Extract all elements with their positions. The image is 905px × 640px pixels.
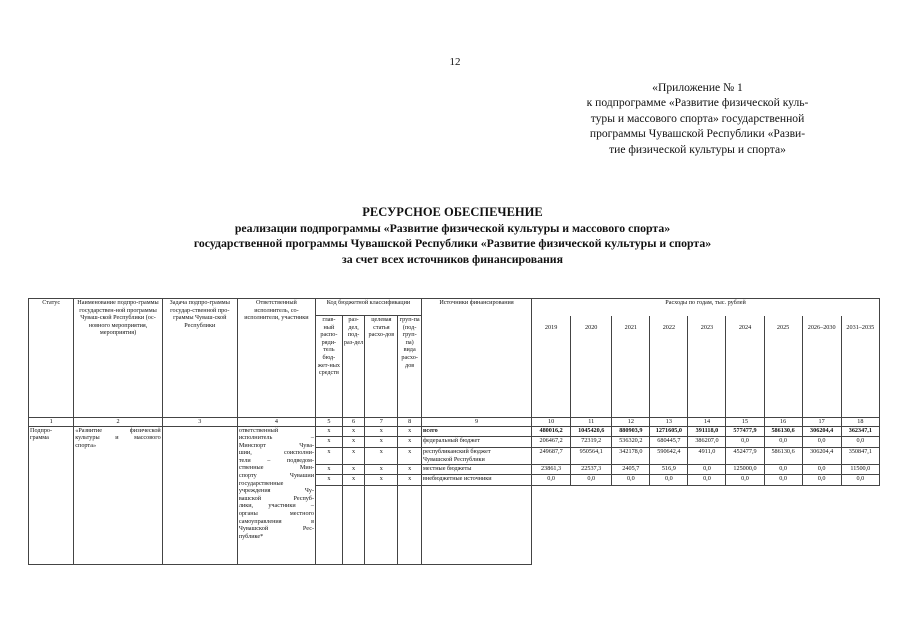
header-code-target: целевая статья расхо-дов — [365, 316, 398, 418]
name-cell-line: спорта» — [75, 441, 97, 449]
document-title — [0, 205, 905, 267]
code-cell: x — [342, 464, 365, 475]
value-cell: 0,0 — [688, 475, 726, 486]
value-cell: 0,0 — [764, 475, 802, 486]
empty-cell — [802, 485, 841, 564]
value-cell: 0,0 — [764, 464, 802, 475]
code-cell: x — [316, 437, 343, 448]
code-cell: x — [398, 426, 422, 437]
value-cell: 342178,0 — [612, 447, 650, 464]
column-number: 3 — [162, 417, 237, 426]
value-cell: 22537,3 — [571, 464, 612, 475]
code-cell: x — [398, 447, 422, 464]
title-line: реализации подпрограммы «Развитие физической культуры и массового спорта» — [234, 220, 671, 235]
executor-cell-line: ственные Мин- — [238, 464, 315, 472]
value-cell: 0,0 — [612, 475, 650, 486]
appendix-line: программы Чувашской Республики «Разви- — [589, 127, 806, 141]
code-cell: x — [365, 437, 398, 448]
code-cell: x — [316, 475, 343, 486]
header-executor: Ответственный исполнитель, со-исполнители, участники — [237, 299, 315, 418]
value-cell: 72319,2 — [571, 437, 612, 448]
code-cell: x — [316, 447, 343, 464]
value-cell: 577477,9 — [726, 426, 764, 437]
empty-cell — [421, 485, 531, 564]
name-cell-line: «Развитие физической — [75, 426, 161, 434]
value-cell: 11500,0 — [841, 464, 879, 475]
header-status: Статус — [29, 299, 74, 418]
header-year: 2024 — [726, 316, 764, 418]
executor-cell — [237, 426, 315, 564]
value-cell: 0,0 — [841, 437, 879, 448]
code-cell: x — [342, 437, 365, 448]
value-cell: 0,0 — [802, 464, 841, 475]
column-number: 17 — [802, 417, 841, 426]
column-number: 7 — [365, 417, 398, 426]
code-cell: x — [316, 426, 343, 437]
header-year: 2021 — [612, 316, 650, 418]
executor-cell-line: учреждения Чу- — [238, 487, 315, 495]
empty-cell — [764, 485, 802, 564]
value-cell: 306204,4 — [802, 447, 841, 464]
code-cell: x — [342, 426, 365, 437]
column-number: 12 — [612, 417, 650, 426]
value-cell: 23861,3 — [532, 464, 571, 475]
value-cell: 0,0 — [764, 437, 802, 448]
executor-cell-line: лики, участники – — [238, 502, 315, 510]
name-cell-line: культуры и массового — [75, 434, 161, 442]
header-code-group: груп-па (под-груп-па) вида расхо-дов — [398, 316, 422, 418]
value-cell: 362347,1 — [841, 426, 879, 437]
header-budget-code: Код бюджетной классификации — [316, 299, 422, 316]
column-number: 2 — [74, 417, 162, 426]
header-year: 2031–2035 — [841, 316, 879, 418]
value-cell: 680445,7 — [650, 437, 688, 448]
status-cell — [29, 426, 74, 564]
value-cell: 480016,2 — [532, 426, 571, 437]
executor-cell-line: самоуправления в — [238, 517, 315, 525]
column-number: 18 — [841, 417, 879, 426]
code-cell: x — [316, 464, 343, 475]
header-task: Задача подпро-граммы государ-ственной про-граммы Чуваш-ской Республики — [162, 299, 237, 418]
source-cell — [421, 426, 531, 437]
value-cell: 0,0 — [532, 475, 571, 486]
column-number: 8 — [398, 417, 422, 426]
header-year: 2025 — [764, 316, 802, 418]
value-cell: 516,9 — [650, 464, 688, 475]
code-cell: x — [365, 447, 398, 464]
status-cell-line: грамма — [30, 434, 49, 442]
column-number: 14 — [688, 417, 726, 426]
empty-cell — [571, 485, 612, 564]
column-numbers-row — [29, 417, 880, 426]
executor-cell-line: вашской Респуб- — [238, 494, 315, 502]
status-cell-line: Подпро- — [30, 426, 53, 434]
source-cell-line: Чувашской Республики — [422, 455, 485, 463]
resource-table — [28, 298, 880, 565]
value-cell: 0,0 — [650, 475, 688, 486]
column-number: 15 — [726, 417, 764, 426]
column-number: 9 — [421, 417, 531, 426]
value-cell: 125000,0 — [726, 464, 764, 475]
value-cell: 306204,4 — [802, 426, 841, 437]
value-cell: 386207,0 — [688, 437, 726, 448]
header-year: 2020 — [571, 316, 612, 418]
value-cell: 249687,7 — [532, 447, 571, 464]
table-row — [29, 426, 880, 437]
code-cell: x — [398, 475, 422, 486]
value-cell: 590642,4 — [650, 447, 688, 464]
header-code-main-manager: глав-ный распо-ряди-тель бюд-жет-ных средств — [316, 316, 343, 418]
value-cell: 1271605,0 — [650, 426, 688, 437]
title-line: за счет всех источников финансирования — [342, 251, 563, 266]
page-number: 12 — [449, 56, 461, 68]
empty-cell — [532, 485, 571, 564]
empty-cell — [650, 485, 688, 564]
executor-cell-line: Чувашской Рес- — [238, 525, 315, 533]
value-cell: 0,0 — [802, 475, 841, 486]
empty-cell — [841, 485, 879, 564]
value-cell: 880903,9 — [612, 426, 650, 437]
column-number: 1 — [29, 417, 74, 426]
header-year: 2026–2030 — [802, 316, 841, 418]
value-cell: 0,0 — [726, 437, 764, 448]
code-cell: x — [365, 475, 398, 486]
source-cell — [421, 464, 531, 475]
value-cell: 4911,0 — [688, 447, 726, 464]
code-cell: x — [342, 447, 365, 464]
appendix-line: тие физической культуры и спорта» — [609, 142, 786, 156]
appendix-line: к подпрограмме «Развитие физической куль- — [586, 96, 809, 110]
value-cell: 350847,1 — [841, 447, 879, 464]
executor-cell-line: спорту Чувашии — [238, 472, 315, 480]
empty-cell — [365, 485, 398, 564]
source-cell-line: местные бюджеты — [422, 464, 472, 472]
executor-cell-line: ответственный — [238, 426, 279, 434]
executor-cell-line: шии, соисполни- — [238, 449, 315, 457]
empty-cell — [688, 485, 726, 564]
executor-cell-line: тели – подведом- — [238, 456, 315, 464]
value-cell: 586130,6 — [764, 426, 802, 437]
value-cell: 452477,9 — [726, 447, 764, 464]
code-cell: x — [398, 464, 422, 475]
value-cell: 2405,7 — [612, 464, 650, 475]
value-cell: 536320,2 — [612, 437, 650, 448]
header-year: 2019 — [532, 316, 571, 418]
source-cell — [421, 475, 531, 486]
executor-cell-line: государственные — [238, 479, 284, 487]
executor-cell-line: публике* — [238, 532, 264, 540]
source-cell-line: федеральный бюджет — [422, 437, 480, 445]
header-year: 2023 — [688, 316, 726, 418]
source-cell-line: внебюджетные источники — [422, 475, 492, 483]
code-cell: x — [365, 464, 398, 475]
value-cell: 0,0 — [571, 475, 612, 486]
value-cell: 586130,6 — [764, 447, 802, 464]
value-cell: 0,0 — [802, 437, 841, 448]
header-code-section: раз-дел, под-раз-дел — [342, 316, 365, 418]
source-cell-line: всего — [422, 426, 438, 434]
column-number: 6 — [342, 417, 365, 426]
column-number: 13 — [650, 417, 688, 426]
header-name: Наименование подпро-граммы государствен-ной программы Чуваш-ской Республики (ос-новного мероприятия, мероприятия) — [74, 299, 162, 418]
column-number: 5 — [316, 417, 343, 426]
value-cell: 0,0 — [726, 475, 764, 486]
value-cell: 0,0 — [841, 475, 879, 486]
executor-cell-line: Минспорт Чува- — [238, 441, 315, 449]
column-number: 4 — [237, 417, 315, 426]
appendix-line: «Приложение № 1 — [652, 81, 743, 94]
header-expenses: Расходы по годам, тыс. рублей — [532, 299, 880, 316]
executor-cell-line: органы местного — [238, 510, 315, 518]
empty-cell — [726, 485, 764, 564]
empty-cell — [316, 485, 343, 564]
column-number: 16 — [764, 417, 802, 426]
value-cell: 1045420,6 — [571, 426, 612, 437]
header-sources: Источники финансирования — [421, 299, 531, 418]
appendix-header — [565, 80, 830, 157]
name-cell — [74, 426, 162, 564]
value-cell: 950564,1 — [571, 447, 612, 464]
value-cell: 0,0 — [688, 464, 726, 475]
source-cell-line: республиканский бюджет — [422, 447, 491, 455]
empty-cell — [398, 485, 422, 564]
code-cell: x — [342, 475, 365, 486]
code-cell: x — [398, 437, 422, 448]
value-cell: 391118,0 — [688, 426, 726, 437]
executor-cell-line: исполнитель – — [238, 434, 315, 442]
appendix-line: туры и массового спорта» государственной — [590, 111, 805, 125]
code-cell: x — [365, 426, 398, 437]
column-number: 11 — [571, 417, 612, 426]
empty-cell — [612, 485, 650, 564]
task-cell — [162, 426, 237, 564]
source-cell — [421, 437, 531, 448]
column-number: 10 — [532, 417, 571, 426]
title-line: государственной программы Чувашской Республики «Развитие физической культуры и спорта» — [193, 236, 712, 250]
value-cell: 206467,2 — [532, 437, 571, 448]
source-cell — [421, 447, 531, 464]
empty-cell — [342, 485, 365, 564]
title-main: РЕСУРСНОЕ ОБЕСПЕЧЕНИЕ — [362, 205, 543, 219]
header-year: 2022 — [650, 316, 688, 418]
